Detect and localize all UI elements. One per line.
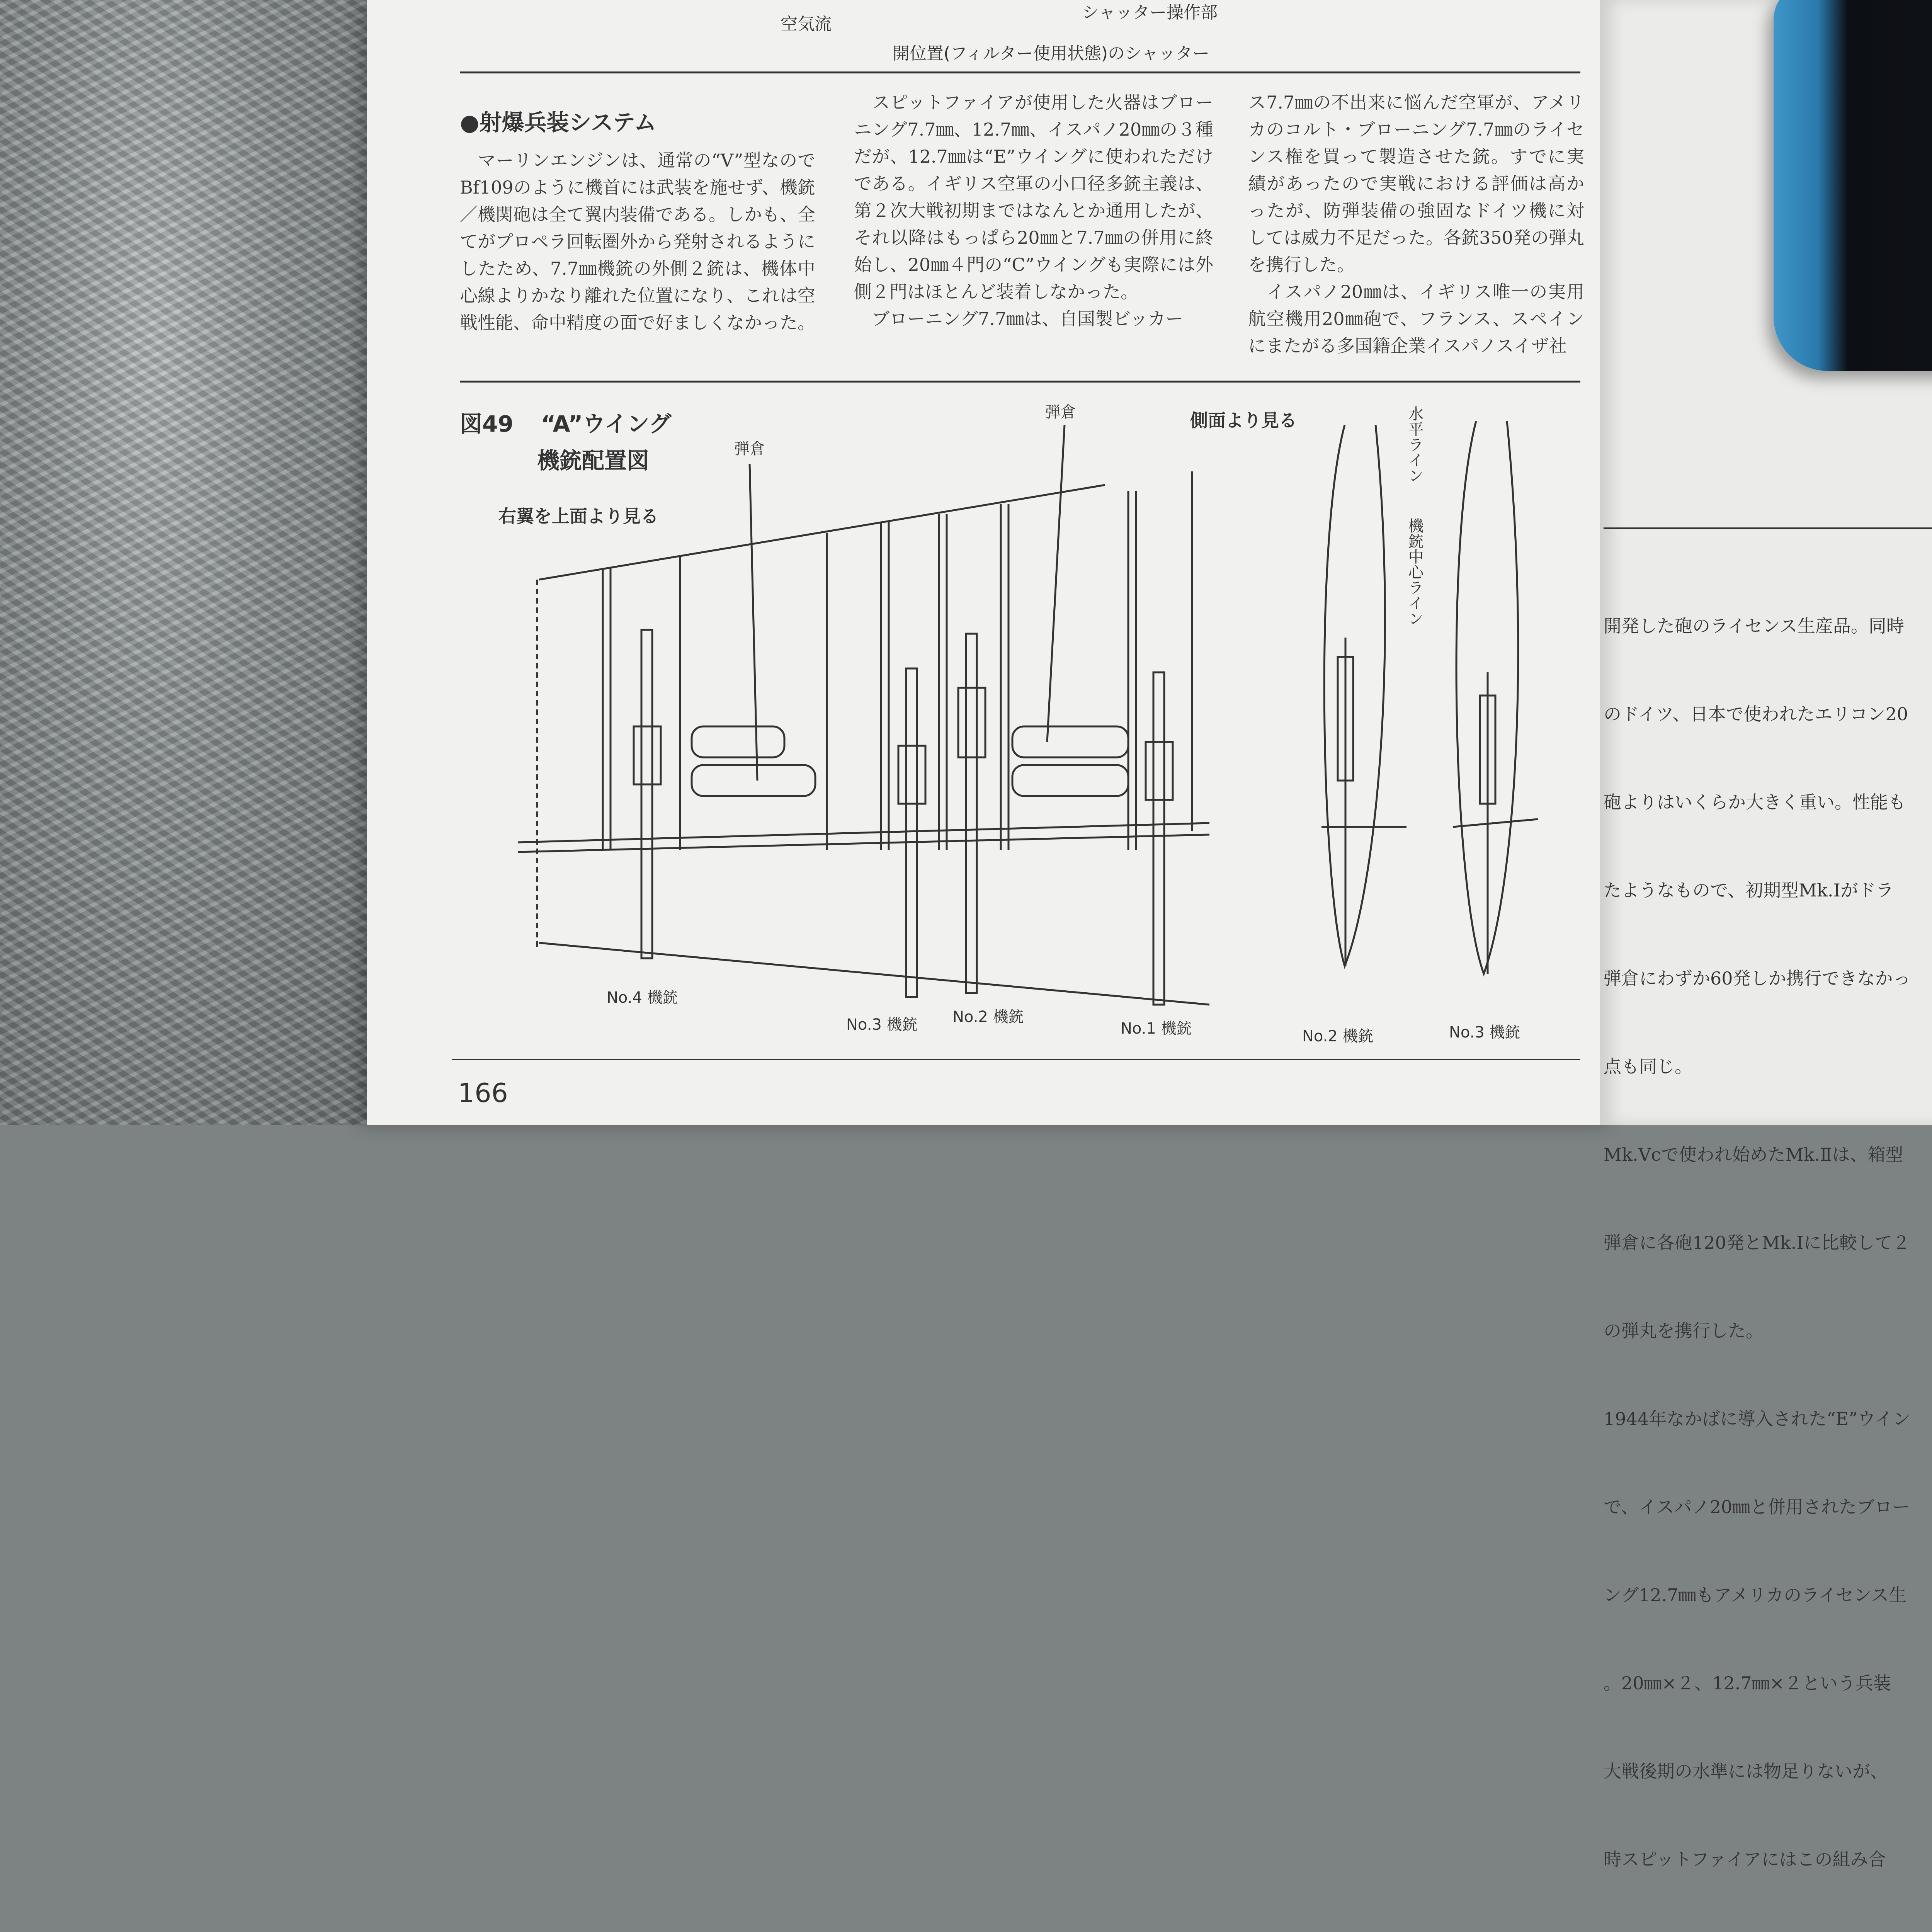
right-line: たようなもので、初期型Mk.Ⅰがドラ [1604, 880, 1894, 901]
airflow-label: 空気流 [781, 14, 832, 34]
right-line: 。20㎜×２、12.7㎜×２という兵装 [1604, 1673, 1891, 1694]
right-line: 1944年なかばに導入された“E”ウイン [1604, 1408, 1911, 1429]
gun-label-no3: No.3 機銃 [846, 1016, 918, 1034]
figure-title-line2: 機銃配置図 [537, 447, 650, 474]
right-line: の弾丸を携行した。 [1604, 1320, 1764, 1341]
text-column-3: ス7.7㎜の不出来に悩んだ空軍が、アメリカのコルト・ブローニング7.7㎜のライセンス権を買って製造させた銃。すでに実績があったので実戦における評価は高かったが、防弾装備の強固なドイツ機に対しては威力不足だった。各銃350発の弾丸を携行した。 イスパノ20㎜は、イギリス唯一の実用航空機用20㎜砲で、フランス、スペインにまたがる多国籍企業イスパノスイザ社 [1248, 92, 1584, 356]
ammo-label-1: 弾倉 [734, 440, 765, 458]
text-column-1: マーリンエンジンは、通常の“V”型なのでBf109のように機首には武装を施せず、機銃／機関砲は全て翼内装備である。しかも、全てがプロペラ回転圏外から発射されるようにしたため、7.7㎜機銃の外側２銃は、機体中心線よりかなり離れた位置になり、これは空戦性能、命中精度の面で好ましくなかった。 [460, 150, 815, 333]
gun-label-no4: No.4 機銃 [607, 989, 678, 1007]
section-heading: ●射爆兵装システム [460, 109, 656, 136]
right-line: 時スピットファイアにはこの組み合 [1604, 1849, 1886, 1870]
gun-label-no1: No.1 機銃 [1121, 1020, 1192, 1037]
ammo-label-2: 弾倉 [1045, 403, 1076, 421]
right-line: Mk.Vcで使われ始めたMk.Ⅱは、箱型 [1604, 1144, 1903, 1165]
right-line: 大戦後期の水準には物足りないが、 [1604, 1761, 1888, 1782]
side-gun-label-no2: No.2 機銃 [1302, 1027, 1374, 1045]
top-view-label: 右翼を上面より見る [498, 506, 658, 527]
smartphone [1774, 0, 1932, 371]
right-page-rule [1604, 527, 1932, 529]
right-line: 弾倉にわずか60発しか携行できなかっ [1604, 968, 1911, 989]
gun-center-line-label: 機銃中心ライン [1406, 518, 1423, 626]
gun-label-no2: No.2 機銃 [952, 1008, 1024, 1026]
right-line: で、イスパノ20㎜と併用されたブロー [1604, 1497, 1910, 1517]
right-line: 点も同じ。 [1604, 1056, 1692, 1077]
right-page-text [1604, 553, 1932, 1932]
figure-title-line1: “A”ウイング [541, 411, 672, 437]
side-gun-label-no3: No.3 機銃 [1449, 1024, 1520, 1041]
right-line: ング12.7㎜もアメリカのライセンス生 [1604, 1585, 1907, 1605]
right-line: 砲よりはいくらか大きく重い。性能も [1604, 792, 1906, 813]
side-view-label: 側面より見る [1190, 410, 1297, 431]
right-line: のドイツ、日本で使われたエリコン20 [1604, 704, 1908, 724]
figure-number: 図49 [460, 411, 514, 437]
page-number: 166 [458, 1078, 508, 1109]
horizontal-line-label: 水平ライン [1406, 406, 1423, 483]
open-position-label: 開位置(フィルター使用状態)のシャッター [893, 44, 1210, 63]
shutter-control-label: シャッター操作部 [1082, 3, 1218, 22]
right-line: 開発した砲のライセンス生産品。同時 [1604, 616, 1904, 636]
right-line: 弾倉に各砲120発とMk.Ⅰに比較して２ [1604, 1232, 1910, 1253]
text-column-2: スピットファイアが使用した火器はブローニング7.7㎜、12.7㎜、イスパノ20㎜の３種だが、12.7㎜は“E”ウイングに使われただけである。イギリス空軍の小口径多銃主義は、第２次大戦初期まではなんとか通用したが、それ以降はもっぱら20㎜と7.7㎜の併用に終始し、20㎜４門の“C”ウイングも実際には外側２門はほとんど装着しなかった。 ブローニング7.7㎜は、自国製ビッカー [854, 92, 1213, 329]
